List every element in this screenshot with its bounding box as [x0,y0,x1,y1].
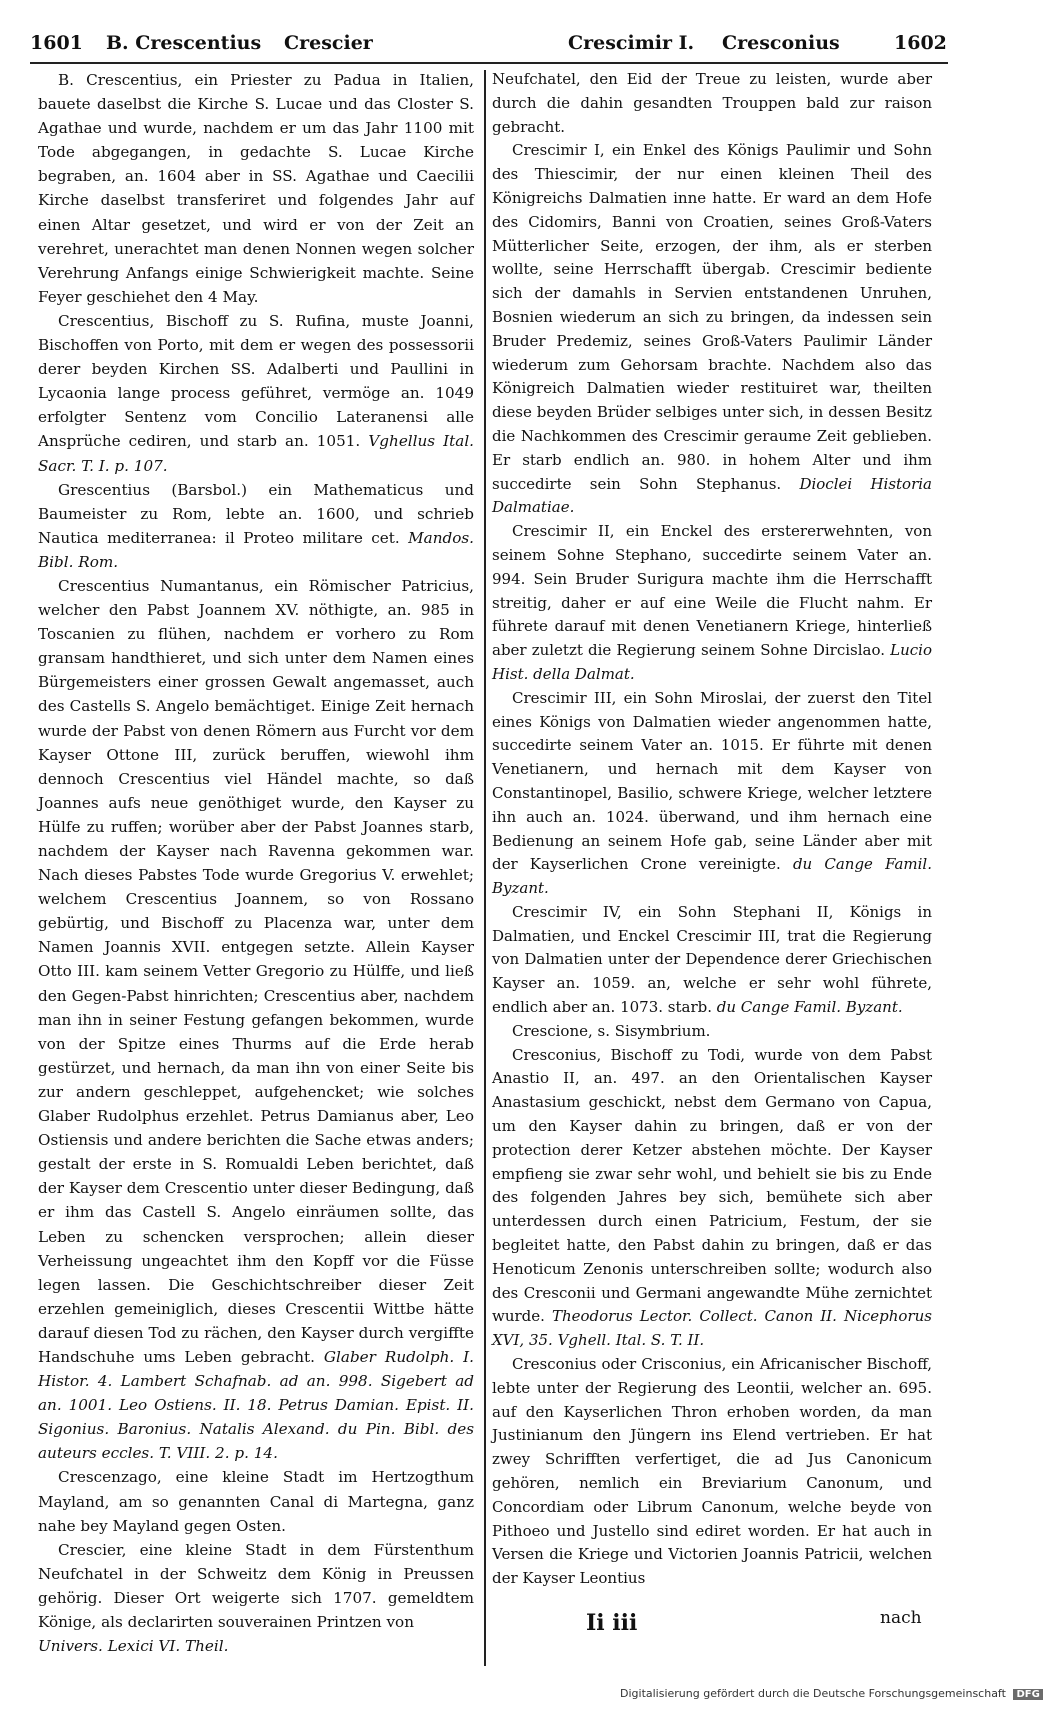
entry-text: B. Crescentius, ein Priester zu Padua in Italien, bauete daselbst die Kirche S. Lucae und das Closter S. Agathae und wurde, nachdem er um das Jahr 1100 mit Tode abgegangen, in gedachte S. Lucae Kirche begraben, an. 1604 aber in SS. Agathae und Caecilii Kirche daselbst transferiret und folgendes Jahr auf einen Altar gesetzet, und wird er von der Zeit an verehret, unerachtet man denen Nonnen wegen solcher Verehrung Anfangs einige Schwierigkeit machte. Seine Feyer geschiehet den 4 May. [38,71,474,306]
dictionary-entry [492,1044,932,1353]
dictionary-entry [492,139,932,520]
dictionary-entry [38,309,474,478]
entry-text: Crescenzago, eine kleine Stadt im Hertzogthum Mayland, am so genannten Canal di Martegna, ganz nahe bey Mayland gegen Osten. [38,1468,474,1535]
column-divider [484,70,486,1666]
catchword: nach [880,1608,922,1628]
digitization-footer [620,1687,1040,1707]
volume-signature: Univers. Lexici VI. Theil. [38,1637,229,1656]
entry-reference: Vghellus Ital. Sacr. T. I. p. 107. [38,432,475,475]
entry-text: Crescimir IV, ein Sohn Stephani II, Königs in Dalmatien, und Enckel Crescimir III, trat die Regierung von Dalmatien unter der Dependence derer Griechischen Kayser an. 1059. an, welche er sehr wohl führete, endlich aber an. 1073. starb. [492,902,932,1017]
dictionary-entry [38,1465,474,1537]
dictionary-entry [38,68,474,309]
entry-text: Crescimir III, ein Sohn Miroslai, der zuerst den Titel eines Königs von Dalmatien wieder angenommen hatte, succedirte seinem Vater an. 1015. Er führte mit denen Venetianern, und hernach mit dem Kayser von Constantinopel, Basilio, schwere Kriege, welcher letztere ihn auch an. 1024. überwand, und ihm hernach eine Bedienung an seinem Hofe gab, seine Länder aber mit der Kayserlichen Crone vereinigte. [492,688,932,874]
dictionary-entry [492,687,932,901]
entry-reference: du Cange Famil. Byzant. [492,855,932,898]
right-column [492,68,932,1591]
entry-text: Crescentius, Bischoff zu S. Rufina, muste Joanni, Bischoffen von Porto, mit dem er wegen des possessorii derer beyden Kirchen SS. Adalberti und Paullini in Lycaonia lange process geführet, vermöge an. 1049 erfolgter Sentenz vom Concilio Lateranensi alle Ansprüche cediren, und starb an. 1051. [38,311,474,451]
header-right-first: Crescimir I. [568,32,695,54]
dictionary-entry [38,478,474,574]
footer-text: Digitalisierung gefördert durch die Deutsche Forschungsgemeinschaft [620,1687,1006,1700]
entry-reference: Mandos. Bibl. Rom. [38,528,474,571]
running-header [26,26,947,66]
header-right-second: Cresconius [722,32,840,54]
entry-text: Cresconius, Bischoff zu Todi, wurde von dem Pabst Anastio II, an. 497. an den Orientalischen Kayser Anastasium geschickt, nebst dem Germano von Capua, um den Kayser dahin zu bringen, daß er von der protection derer Ketzer abstehen möchte. Der Kayser empfieng sie zwar sehr wohl, und behielt sie bis zu Ende des folgenden Jahres bey sich, bemühete sich aber unterdessen durch einen Patricium, Festum, der sie begleitet hatte, den Pabst dahin zu bringen, daß er das Henoticum Zenonis unterschreiben sollte; wodurch also des Cresconii und Germani angewandte Mühe zernichtet wurde. [492,1045,932,1326]
dictionary-entry [492,68,932,139]
entry-text: Crescier, eine kleine Stadt in dem Fürstenthum Neufchatel in der Schweitz dem König in Preussen gehörig. Dieser Ort weigerte sich 1707. gemeldtem Könige, als declarirten souverainen Printzen von [38,1540,474,1631]
entry-reference: du Cange Famil. Byzant. [716,998,903,1017]
entry-text: Crescimir I, ein Enkel des Königs Paulimir und Sohn des Thiescimir, der nur einen kleinen Theil des Königreichs Dalmatien inne hatte. Er ward an dem Hofe des Cidomirs, Banni von Croatien, seines Groß-Vaters Mütterlicher Seite, erzogen, der ihm, als er sterben wollte, seine Herrschafft übergab. Crescimir bediente sich der damahls in Servien entstandenen Unruhen, Bosnien wiederum an sich zu bringen, da indessen sein Bruder Predemiz, seines Groß-Vaters Paulimir Länder wiederum zum Gehorsam brachte. Nachdem also das Königreich Dalmatien wieder restituiret war, theilten diese beyden Brüder selbiges unter sich, in dessen Besitz die Nachkommen des Crescimir geraume Zeit geblieben. Er starb endlich an. 980. in hohem Alter und ihm succedirte sein Sohn Stephanus. [492,141,932,493]
header-rule [30,62,948,64]
dictionary-entry [492,901,932,1020]
entry-reference: Dioclei Historia Dalmatiae. [492,474,932,517]
entry-text: Neufchatel, den Eid der Treue zu leisten, wurde aber durch die dahin gesandten Trouppen bald zur raison gebracht. [492,70,932,136]
header-left-second: Crescier [284,32,373,54]
dictionary-entry [492,1353,932,1591]
page-number-right: 1602 [894,32,947,54]
dictionary-entry [38,574,474,1465]
page-number-left: 1601 [30,32,83,54]
dfg-logo: DFG [1013,1689,1042,1700]
entry-reference: Glaber Rudolph. I. Histor. 4. Lambert Schafnab. ad an. 998. Sigebert ad an. 1001. Leo Ostiens. II. 18. Petrus Damian. Epist. II. Sigonius. Baronius. Natalis Alexand. du Pin. Bibl. des auteurs eccles. T. VIII. 2. p. 14. [38,1347,474,1463]
signature-mark: Ii iii [586,1610,638,1636]
entry-text: Crescentius Numantanus, ein Römischer Patricius, welcher den Pabst Joannem XV. nöthigte, an. 985 in Toscanien zu flühen, nachdem er vorhero zu Rom gransam handthieret, und sich unter dem Namen eines Bürgemeisters einer grossen Gewalt angemasset, auch des Castells S. Angelo bemächtiget. Einige Zeit hernach wurde der Pabst von denen Römern aus Furcht vor dem Kayser Ottone III, zurück beruffen, wiewohl ihm dennoch Crescentius viel Händel machte, so daß Joannes aufs neue genöthiget wurde, den Kayser zu Hülfe zu ruffen; worüber aber der Pabst Joannes starb, nachdem der Kayser nach Ravenna gekommen war. Nach dieses Pabstes Tode wurde Gregorius V. erwehlet; welchem Crescentius Joannem, so von Rossano gebürtig, und Bischoff zu Placenza war, unter dem Namen Joannis XVII. entgegen setzte. Allein Kayser Otto III. kam seinem Vetter Gregorio zu Hülffe, und ließ den Gegen-Pabst hinrichten; Crescentius aber, nachdem man ihn in seiner Festung gefangen bekommen, wurde von der Spitze eines Thurms auf die Erde herab gestürzet, und hernach, da man ihn von einer Seite bis zur andern geschleppet, aufgehencket; wie solches Glaber Rudolphus erzehlet. Petrus Damianus aber, Leo Ostiensis und andere berichten die Sache etwas anders; gestalt der erste in S. Romualdi Leben berichtet, daß der Kayser dem Crescentio unter dieser Bedingung, daß er ihm das Castell S. Angelo einräumen sollte, das Leben zu schencken versprochen; allein dieser Verheissung ungeachtet ihm den Kopff vor die Füsse legen lassen. Die Geschichtschreiber dieser Zeit erzehlen gemeiniglich, dieses Crescentii Wittbe hätte darauf diesen Tod zu rächen, den Kayser durch vergiffte Handschuhe ums Leben gebracht. [38,576,474,1366]
dictionary-entry [492,1020,932,1044]
entry-text: Grescentius (Barsbol.) ein Mathematicus und Baumeister zu Rom, lebte an. 1600, und schrieb Nautica mediterranea: il Proteo militare cet. [38,480,474,547]
dictionary-entry [492,520,932,687]
header-left-first: B. Crescentius [106,32,262,54]
entry-text: Cresconius oder Crisconius, ein Africanischer Bischoff, lebte unter der Regierung des Leontii, welcher an. 695. auf den Kayserlichen Thron erhoben worden, da man Justinianum den Jüngern ins Elend vertrieben. Er hat zwey Schrifften verfertiget, die ad Jus Canonicum gehören, nemlich ein Breviarium Canonum, und Concordiam oder Librum Canonum, welche beyde von Pithoeo und Justello sind ediret worden. Er hat auch in Versen die Kriege und Victorien Joannis Patricii, welchen der Kayser Leontius [492,1355,932,1588]
entry-reference: Theodorus Lector. Collect. Canon II. Nicephorus XVI, 35. Vghell. Ital. S. T. II. [492,1307,932,1350]
entry-reference: Lucio Hist. della Dalmat. [492,641,932,683]
dictionary-entry [38,1538,474,1634]
entry-text: Crescimir II, ein Enckel des erstererwehnten, von seinem Sohne Stephano, succedirte seinem Vater an. 994. Sein Bruder Surigura machte ihm die Herrschafft streitig, daher er auf eine Weile die Flucht nahm. Er führete darauf mit denen Venetianern Kriege, hinterließ aber zuletzt die Regierung seinem Sohne Dircislao. [492,522,932,660]
left-column [38,68,474,1658]
entry-text: Crescione, s. Sisymbrium. [512,1021,711,1040]
